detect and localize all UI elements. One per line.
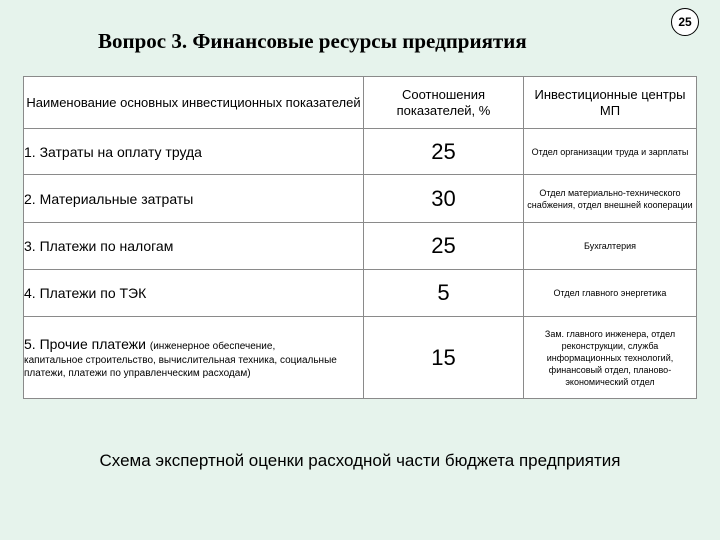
investment-indicators-table — [23, 76, 697, 399]
row-indicator-name: 2. Материальные затраты — [24, 175, 364, 223]
row-ratio-value: 25 — [364, 129, 524, 175]
row-ratio-value: 25 — [364, 223, 524, 270]
slide-number-badge: 25 — [671, 8, 699, 36]
row-indicator-detail: (инженерное обеспечение, — [149, 340, 276, 352]
row-ratio-value: 30 — [364, 175, 524, 223]
header-indicator-name: Наименование основных инвестиционных показателей — [24, 77, 364, 129]
row-ratio-value: 15 — [364, 317, 524, 399]
table-row — [24, 223, 697, 270]
table-row — [24, 317, 697, 399]
slide-title: Вопрос 3. Финансовые ресурсы предприятия — [98, 29, 527, 53]
row-indicator-name: 1. Затраты на оплату труда — [24, 129, 364, 175]
row-indicator-name: 4. Платежи по ТЭК — [24, 270, 364, 317]
row-indicator-name-cell — [24, 317, 364, 399]
row-investment-center: Отдел организации труда и зарплаты — [524, 129, 697, 175]
header-investment-center: Инвестиционные центры МП — [524, 77, 697, 129]
table-header-row — [24, 77, 697, 129]
row-ratio-value: 5 — [364, 270, 524, 317]
row-investment-center: Отдел материально-технического снабжения, отдел внешней кооперации — [524, 175, 697, 223]
table-row — [24, 270, 697, 317]
header-ratio: Соотношения показателей, % — [364, 77, 524, 129]
row-investment-center: Зам. главного инженера, отдел реконструкции, служба информационных технологий, финансовый отдел, планово-экономический отдел — [524, 317, 697, 399]
table-row — [24, 129, 697, 175]
table-row — [24, 175, 697, 223]
row-indicator-name: 3. Платежи по налогам — [24, 223, 364, 270]
slide-caption: Схема экспертной оценки расходной части бюджета предприятия — [99, 451, 621, 470]
row-indicator-name: 5. Прочие платежи — [24, 335, 146, 352]
row-indicator-detail-continued: капитальное строительство, вычислительная техника, социальные платежи, платежи по управленческим расходам) — [24, 354, 337, 379]
row-investment-center: Отдел главного энергетика — [524, 270, 697, 317]
row-investment-center: Бухгалтерия — [524, 223, 697, 270]
